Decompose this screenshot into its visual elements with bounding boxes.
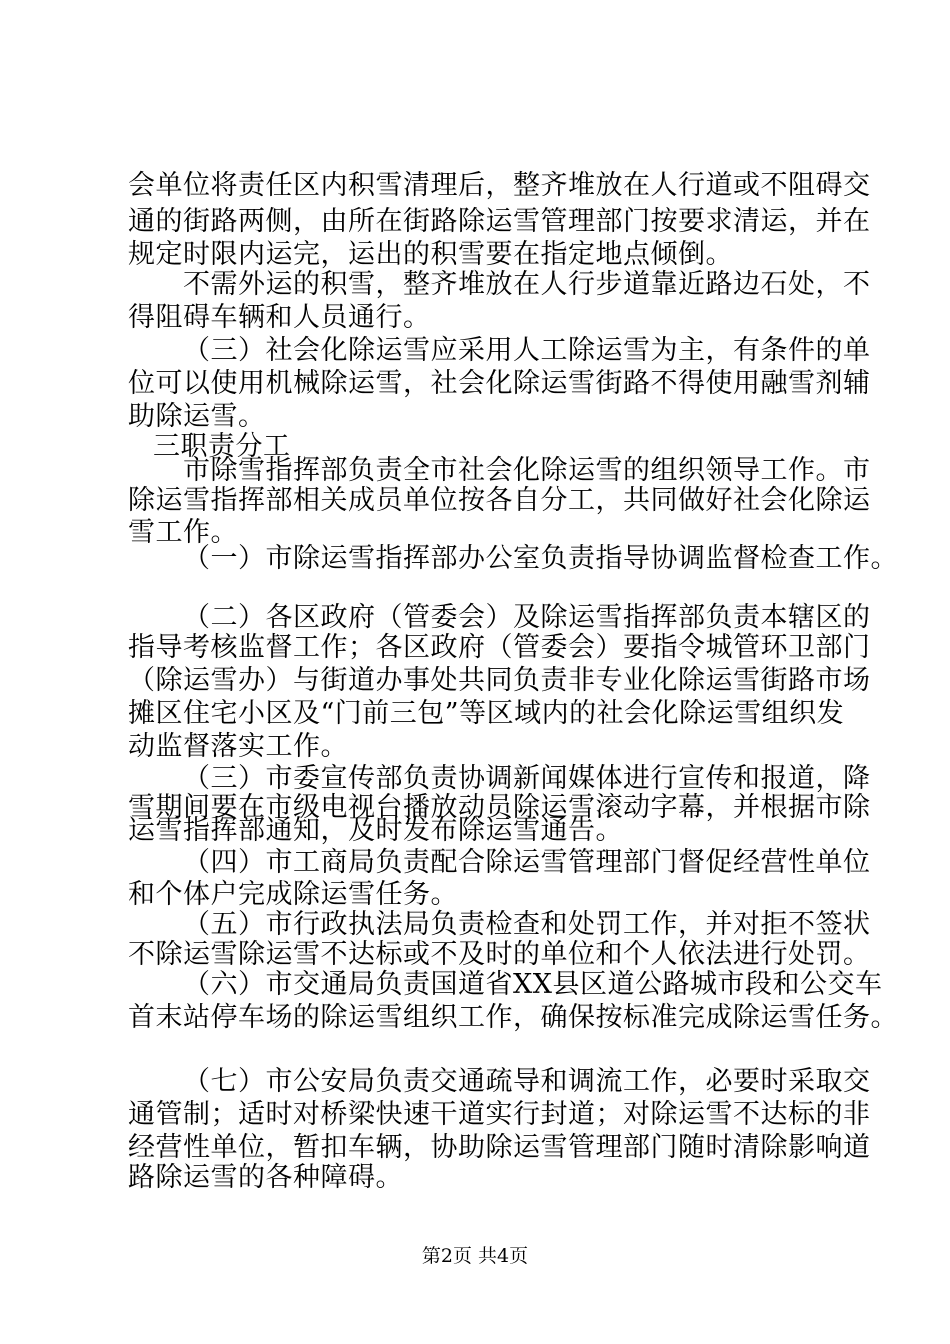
text-line: （除运雪办）与街道办事处共同负责非专业化除运雪街路市场 (128, 665, 871, 696)
text-line: （六）市交通局负责国道省XX县区道公路城市段和公交车 (183, 969, 883, 1000)
text-line: 指导考核监督工作；各区政府（管委会）要指令城管环卫部门 (128, 632, 871, 663)
text-line: 运雪指挥部通知，及时发布除运雪通告。 (128, 815, 623, 846)
text-line: 首末站停车场的除运雪组织工作，确保按标准完成除运雪任务。 (128, 1002, 898, 1033)
text-line: 助除运雪。 (128, 401, 266, 432)
text-line: 动监督落实工作。 (128, 731, 348, 762)
text-line: 会单位将责任区内积雪清理后，整齐堆放在人行道或不阻碍交 (128, 170, 871, 201)
text-line: （四）市工商局负责配合除运雪管理部门督促经营性单位 (183, 847, 871, 878)
text-line: 除运雪指挥部相关成员单位按各自分工，共同做好社会化除运 (128, 485, 871, 516)
text-line: 得阻碍车辆和人员通行。 (128, 302, 431, 333)
text-line: 摊区住宅小区及“门前三包”等区域内的社会化除运雪组织发 (128, 698, 845, 729)
text-line: （一）市除运雪指挥部办公室负责指导协调监督检查工作。 (183, 543, 898, 574)
text-line: （二）各区政府（管委会）及除运雪指挥部负责本辖区的 (183, 602, 871, 633)
text-line: 市除雪指挥部负责全市社会化除运雪的组织领导工作。市 (183, 455, 871, 486)
text-line: 位可以使用机械除运雪，社会化除运雪街路不得使用融雪剂辅 (128, 368, 871, 399)
text-line: 经营性单位，暂扣车辆，协助除运雪管理部门随时清除影响道 (128, 1132, 871, 1163)
section-heading: 三职责分工 (153, 431, 291, 462)
text-line: （五）市行政执法局负责检查和处罚工作，并对拒不签状 (183, 909, 871, 940)
text-line: 通的街路两侧，由所在街路除运雪管理部门按要求清运，并在 (128, 206, 871, 237)
text-line: 不除运雪除运雪不达标或不及时的单位和个人依法进行处罚。 (128, 939, 871, 970)
text-line: （三）社会化除运雪应采用人工除运雪为主，有条件的单 (183, 335, 871, 366)
text-line: 规定时限内运完，运出的积雪要在指定地点倾倒。 (128, 239, 733, 270)
text-line: 雪工作。 (128, 517, 238, 548)
text-line: 和个体户完成除运雪任务。 (128, 879, 458, 910)
text-line: （三）市委宣传部负责协调新闻媒体进行宣传和报道，降 (183, 763, 871, 794)
page-number-footer: 第2页 共4页 (421, 1245, 529, 1267)
text-line: （七）市公安局负责交通疏导和调流工作，必要时采取交 (183, 1066, 871, 1097)
text-line: 雪期间要在市级电视台播放动员除运雪滚动字幕，并根据市除 (128, 792, 871, 823)
text-line: 不需外运的积雪，整齐堆放在人行步道靠近路边石处，不 (183, 269, 871, 300)
text-line: 路除运雪的各种障碍。 (128, 1162, 403, 1193)
text-line: 通管制；适时对桥梁快速干道实行封道；对除运雪不达标的非 (128, 1099, 871, 1130)
